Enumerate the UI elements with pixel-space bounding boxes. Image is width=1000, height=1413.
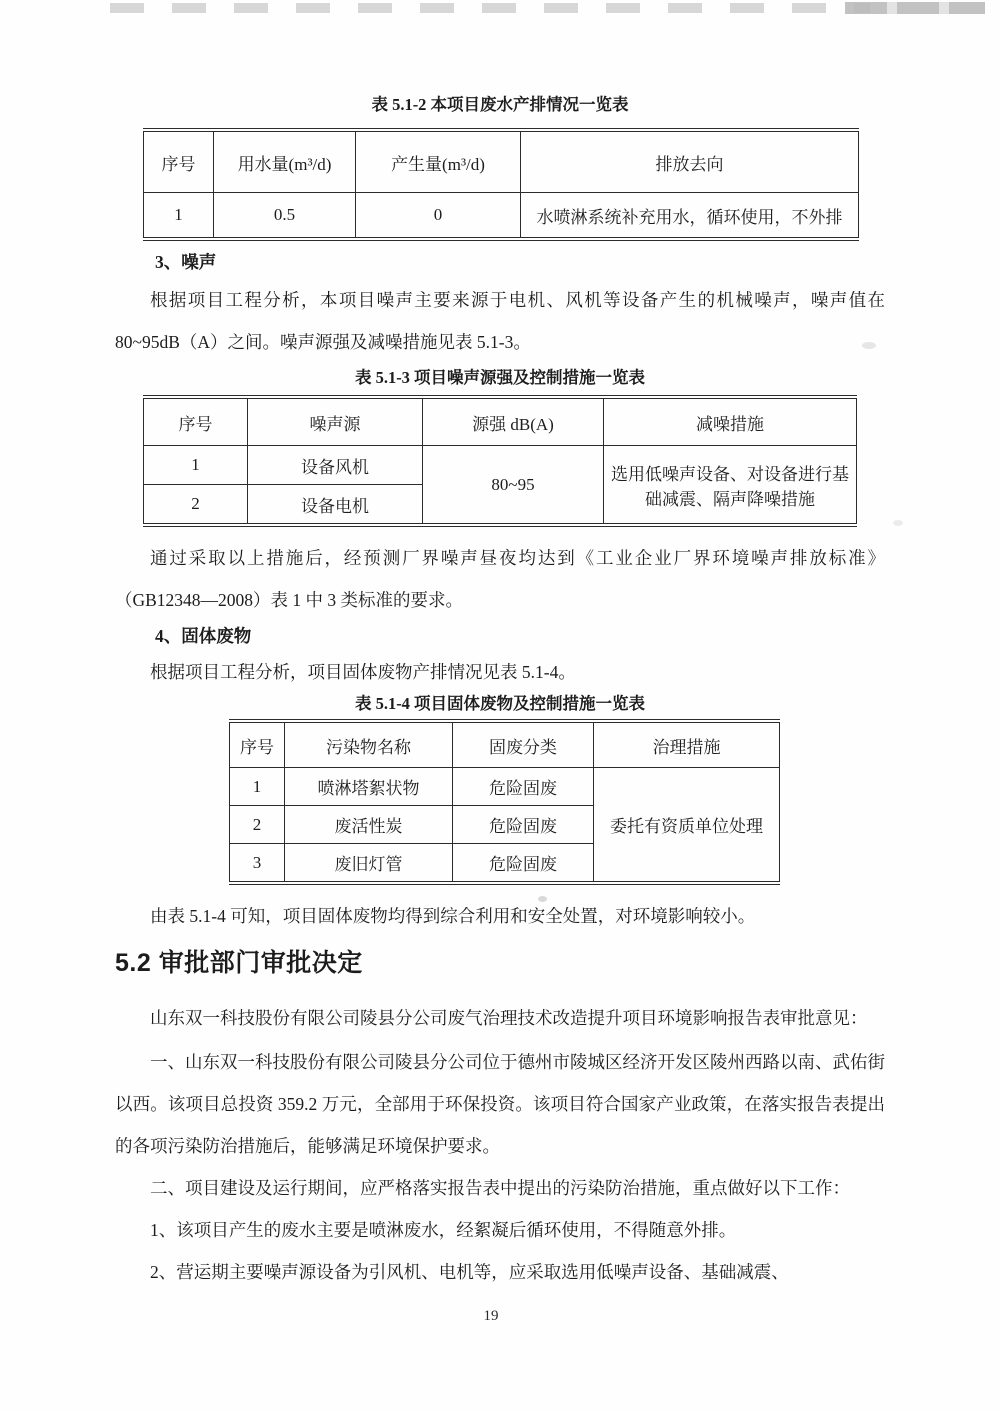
- solid-waste-result-paragraph: 由表 5.1-4 可知，项目固体废物均得到综合利用和安全处置，对环境影响较小。: [150, 906, 756, 926]
- page-content: [0, 94, 1000, 1293]
- cell-index: 1: [144, 193, 214, 240]
- header-cell-index: 序号: [144, 397, 248, 446]
- cell-pollutant: 废旧灯管: [285, 844, 453, 884]
- cell-index: 1: [230, 768, 285, 806]
- cell-category: 危险固废: [453, 806, 594, 844]
- table-header-row: [230, 721, 780, 768]
- table-header-row: [144, 397, 857, 446]
- approval-sub-item-2: 2、营运期主要噪声源设备为引风机、电机等，应采取选用低噪声设备、基础减震、: [150, 1262, 789, 1282]
- cell-pollutant: 废活性炭: [285, 806, 453, 844]
- cell-index: 1: [144, 446, 248, 485]
- header-cell-generated: 产生量(m³/d): [356, 130, 521, 193]
- wastewater-table: [143, 128, 859, 241]
- table-caption-wastewater: 表 5.1-2 本项目废水产排情况一览表: [371, 95, 629, 114]
- cell-generated: 0: [356, 193, 521, 240]
- header-cell-pollutant: 污染物名称: [285, 721, 453, 768]
- cell-measures-merged: 选用低噪声设备、对设备进行基础减震、隔声降噪措施: [604, 446, 857, 526]
- cell-source: 设备电机: [248, 485, 423, 526]
- header-cell-water-use: 用水量(m³/d): [214, 130, 356, 193]
- table-row: [230, 768, 780, 806]
- table-row: [144, 446, 857, 485]
- header-cell-strength: 源强 dB(A): [423, 397, 604, 446]
- header-cell-measures: 减噪措施: [604, 397, 857, 446]
- solid-waste-paragraph: 根据项目工程分析，项目固体废物产排情况见表 5.1-4。: [150, 662, 576, 682]
- cell-index: 2: [144, 485, 248, 526]
- solid-waste-section-heading: 4、固体废物: [155, 626, 252, 646]
- table-caption-noise: 表 5.1-3 项目噪声源强及控制措施一览表: [354, 368, 646, 387]
- approval-section-heading: 5.2 审批部门审批决定: [115, 949, 363, 977]
- cell-source: 设备风机: [248, 446, 423, 485]
- approval-sub-item-1: 1、该项目产生的废水主要是喷淋废水，经絮凝后循环使用，不得随意外排。: [150, 1220, 737, 1240]
- cell-water-use: 0.5: [214, 193, 356, 240]
- cell-index: 2: [230, 806, 285, 844]
- page-number: 19: [483, 1308, 499, 1324]
- cell-strength-merged: 80~95: [423, 446, 604, 526]
- table-header-row: [144, 130, 859, 193]
- approval-item-two: 二、项目建设及运行期间，应严格落实报告表中提出的污染防治措施，重点做好以下工作：: [150, 1178, 850, 1198]
- solid-waste-table: [229, 719, 780, 885]
- scan-speck: [538, 896, 547, 902]
- noise-result-paragraph: 通过采取以上措施后，经预测厂界噪声昼夜均达到《工业企业厂界环境噪声排放标准》（GB12348—2008）表 1 中 3 类标准的要求。: [115, 548, 885, 610]
- header-cell-category: 固废分类: [453, 721, 594, 768]
- cell-pollutant: 喷淋塔絮状物: [285, 768, 453, 806]
- header-cell-treatment: 治理措施: [594, 721, 780, 768]
- scan-speck: [893, 520, 903, 526]
- noise-table: [143, 395, 857, 527]
- header-cell-index: 序号: [230, 721, 285, 768]
- cell-index: 3: [230, 844, 285, 884]
- cell-treatment-merged: 委托有资质单位处理: [594, 768, 780, 884]
- approval-intro-paragraph: 山东双一科技股份有限公司陵县分公司废气治理技术改造提升项目环境影响报告表审批意见：: [150, 1008, 868, 1028]
- header-cell-source: 噪声源: [248, 397, 423, 446]
- header-cell-discharge: 排放去向: [521, 130, 859, 193]
- scan-artifact-strip-right: [845, 2, 985, 14]
- cell-category: 危险固废: [453, 768, 594, 806]
- noise-paragraph: 根据项目工程分析，本项目噪声主要来源于电机、风机等设备产生的机械噪声，噪声值在 80~95dB（A）之间。噪声源强及减噪措施见表 5.1-3。: [115, 290, 885, 352]
- noise-section-heading: 3、噪声: [155, 252, 217, 272]
- scan-speck: [862, 342, 876, 349]
- table-caption-solid-waste: 表 5.1-4 项目固体废物及控制措施一览表: [354, 694, 646, 713]
- approval-item-one: 一、山东双一科技股份有限公司陵县分公司位于德州市陵城区经济开发区陵州西路以南、武佑街以西。该项目总投资 359.2 万元，全部用于环保投资。该项目符合国家产业政策，在落实报告表提出的各项污染防治措施后，能够满足环境保护要求。: [115, 1052, 885, 1156]
- cell-category: 危险固废: [453, 844, 594, 884]
- scan-artifact-strip: [110, 3, 870, 13]
- table-row: [144, 193, 859, 240]
- header-cell-index: 序号: [144, 130, 214, 193]
- cell-discharge: 水喷淋系统补充用水，循环使用，不外排: [521, 193, 859, 240]
